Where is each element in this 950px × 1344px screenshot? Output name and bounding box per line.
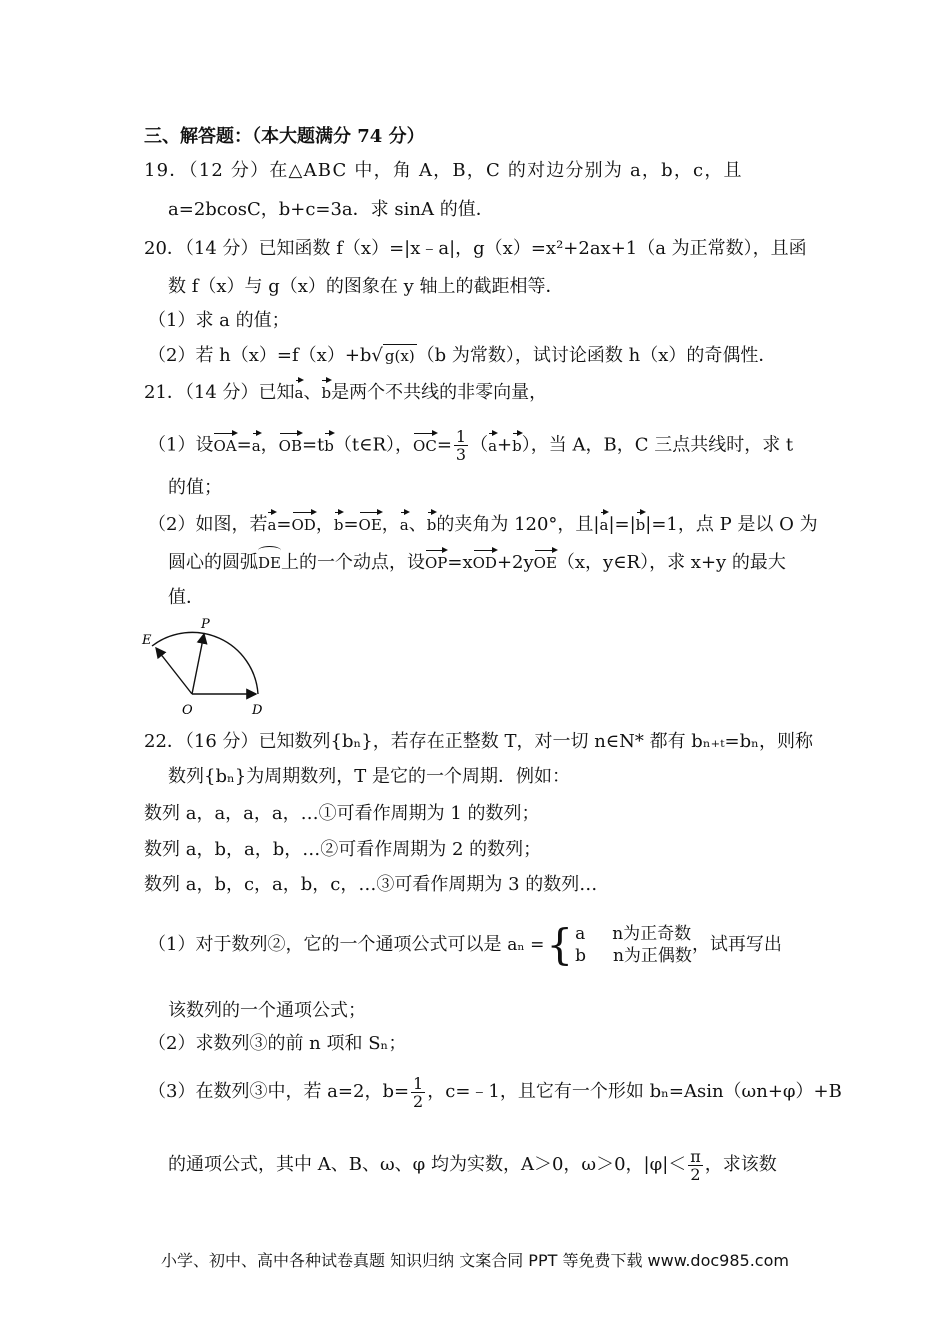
page-footer: 小学、初中、高中各种试卷真题 知识归纳 文案合同 PPT 等免费下载 www.doc985.com <box>161 1251 789 1270</box>
vector-OA: OA <box>213 431 236 457</box>
vector-OP: OP <box>425 548 447 574</box>
vector-b: b <box>512 431 522 457</box>
q22-example2: 数列 a，b，a，b，…②可看作周期为 2 的数列； <box>144 839 542 860</box>
label-D: D <box>252 703 263 718</box>
q22-part3: （3）在数列③中，若 a=2，b= $\frac{1}{2}$ ，c=﹣1，且它有一个形如 bₙ=Asin（ωn+φ）+B <box>148 1073 842 1111</box>
sqrt-radicand: g(x) <box>383 344 417 367</box>
section-title: 三、解答题：（本大题满分 74 分） <box>144 126 425 147</box>
vector-b: b <box>321 378 331 404</box>
q22-example3: 数列 a，b，c，a，b，c，…③可看作周期为 3 的数列… <box>144 874 598 895</box>
vector-a: a <box>267 510 276 536</box>
vector-OE-arrow <box>156 648 192 694</box>
q21-part2-line2: 圆心的圆弧DE上的一个动点，设OP=xOD+2yOE（x，y∈R），求 x+y 的最大 <box>168 548 786 574</box>
q21-line1: 21．（14 分）已知a、b是两个不共线的非零向量， <box>144 378 547 404</box>
q19-line2: a=2bcosC，b+c=3a．求 sinA 的值． <box>168 199 494 220</box>
vector-b: b <box>334 510 344 536</box>
vector-OP-arrow <box>192 634 204 694</box>
piecewise-formula: aₙ = { a n为正奇数 b n为正偶数 <box>507 920 692 969</box>
vector-OE: OE <box>534 548 557 574</box>
q20-part1: （1）求 a 的值； <box>148 310 290 331</box>
q22-part2: （2）求数列③的前 n 项和 Sₙ； <box>148 1033 407 1054</box>
q20-line2: 数 f（x）与 g（x）的图象在 y 轴上的截距相等． <box>168 276 564 297</box>
fraction-one-half: $\frac{1}{2}$ <box>413 1073 424 1111</box>
q21-part2-line3: 值． <box>168 587 204 608</box>
q19-line1: 19．（12 分）在△ABC 中，角 A，B，C 的对边分别为 a，b，c，且 <box>144 160 743 181</box>
q22-part1: （1）对于数列②，它的一个通项公式可以是 aₙ = { a n为正奇数 b n为正偶数 ，试再写出 <box>148 920 782 969</box>
vector-b: b <box>324 431 334 457</box>
vector-OC: OC <box>413 431 437 457</box>
q21-part1-line2: 的值； <box>168 477 222 498</box>
vector-OD: OD <box>473 548 497 574</box>
vector-OB: OB <box>279 431 302 457</box>
vector-a: a <box>252 431 261 457</box>
label-P: P <box>201 617 210 632</box>
vector-b: b <box>636 510 646 536</box>
fraction-one-third: $\frac{1}{3}$ <box>455 427 467 464</box>
vector-OE: OE <box>359 510 382 536</box>
q20-line1: 20．（14 分）已知函数 f（x）=|x﹣a|，g（x）=x²+2ax+1（a 为正常数），且函 <box>144 238 807 259</box>
vector-a: a <box>400 510 409 536</box>
q22-line1: 22．（16 分）已知数列{bₙ}，若存在正整数 T，对一切 n∈N* 都有 bₙ₊ₜ=bₙ，则称 <box>144 731 813 752</box>
q20-part2: （2）若 h（x）=f（x）+b√ g(x) （b 为常数），试讨论函数 h（x）的奇偶性． <box>148 345 777 366</box>
arc-vector-figure <box>138 614 268 719</box>
label-E: E <box>142 633 152 648</box>
q21-part1: （1）设OA=a，OB=tb（t∈R），OC= $\frac{1}{3}$ （a+b），当 A，B，C 三点共线时，求 t <box>148 427 794 464</box>
vector-a: a <box>295 378 304 404</box>
q22-example1: 数列 a，a，a，a，…①可看作周期为 1 的数列； <box>144 803 540 824</box>
vector-a: a <box>600 510 609 536</box>
q22-line2: 数列{bₙ}为周期数列，T 是它的一个周期．例如： <box>168 766 570 787</box>
arc-DE: DE <box>258 548 281 574</box>
fraction-pi-over-2: $\frac{\pi}{2}$ <box>690 1146 701 1184</box>
vector-b: b <box>427 510 437 536</box>
vector-OD: OD <box>292 510 316 536</box>
q22-part3-line2: 的通项公式，其中 A、B、ω、φ 均为实数，A＞0，ω＞0，|φ|＜ $\frac{\pi}{2}$ ，求该数 <box>168 1146 777 1184</box>
vector-a: a <box>488 431 497 457</box>
sqrt-sign: √ <box>371 345 383 366</box>
label-O: O <box>182 703 193 718</box>
q22-part1-line2: 该数列的一个通项公式； <box>168 1000 366 1021</box>
q21-part2: （2）如图，若a=OD，b=OE，a、b的夹角为 120°，且|a|=|b|=1，点 P 是以 O 为 <box>148 510 818 536</box>
